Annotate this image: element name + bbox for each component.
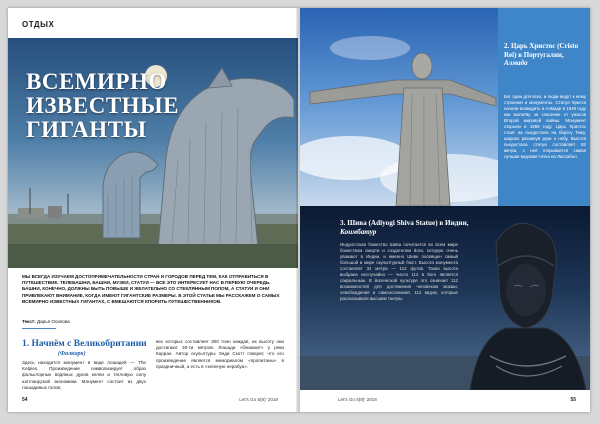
author-credit [22,319,70,324]
footer-left: Let's Go 5(8)' 2018 [239,397,278,402]
article-title [26,70,179,142]
title-line-2: ИЗВЕСТНЫЕ [26,93,179,118]
section2-title [504,42,586,68]
magazine-spread [8,8,590,412]
shiva-photo [300,206,590,390]
left-page [8,8,298,412]
section2-place: Алмада [504,59,528,67]
divider [22,328,56,329]
footer-right: Let's Go 5(8)' 2018 [338,397,377,402]
cristo-rei-photo [300,8,498,206]
page-number-left: 54 [22,397,28,403]
lead-paragraph: МЫ ВСЕГДА ИЗУЧАЕМ ДОСТОПРИМЕЧАТЕЛЬНОСТИ СТРАН И ГОРОДОВ ПЕРЕД ТЕМ, КАК ОТПРАВИТЬСЯ В ПУТЕШЕСТВИЕ. ТЕЛЕБАШНИ, БАШНИ, МУЗЕИ, СТАТУИ — ВСЕ ЭТО ИНТЕРЕСУЕТ НАС В ПЕРВУЮ ОЧЕРЕДЬ. БАШНИ, КОНЕЧНО, ДОЛЖНЫ БЫТЬ ПОВЫШЕ И ЖЕЛАТЕЛЬНО СО СТЕКЛЯННЫМ ПОЛОМ, А СТАТУИ И ОНИ ПРИВЛЕКАЮТ ВНИМАНИЕ, КОГДА ИМЕЮТ ГИГАНТСКИЕ РАЗМЕРЫ. В ЭТОЙ СТАТЬЕ МЫ РАССКАЖЕМ О САМЫХ ВСЕМИРНО ИЗВЕСТНЫХ ГИГАНТАХ, С ВМЕШАЮТСЯ КПОРИТЬ ПУТЕШЕСТВЕННИКОВ. [22,274,280,304]
page-number-right: 55 [570,397,576,403]
section1-title: 1. Начнём с Великобритании [22,339,147,349]
right-page [300,8,590,412]
section1-body: Здесь находится монумент в виде лошадей — The Kelpies. Произведение символизирует образ фольклорных водяных духов келпи и тягловую силу шотландской экономики. Монумент состоит из двух лошадиных голов, [22,360,146,390]
cristo-rei-sidebar [498,8,590,206]
section3-place: Коимбатур [340,228,377,236]
title-line-1: ВСЕМИРНО [26,69,167,94]
column2-body: вес которых составляет 300 тонн каждая, их высоту они достигают 30-ти метров. Лошади «ближают» у реки Карран. Автор скульптуры Энди Скотт говорит, что его произведение является мемориалом «пропитаны» в праздничный, а есть в «зеленую нерабуа». [156,339,284,369]
section2-body: Бог один для всех, и люди ведут к нему строения и монументы. Статуя Христа начали возводить в Алмаде в 1949 году как молитву за спасение от ужасов Второй мировой войны. Монумент открыли в 1959 году. Царь Христос стоит на пьедестале на берегу Тежу, широко раскинув руки к небу. Высота пьедестала статуи составляет 82 метра, с неё открывается самая лучшая видовая точка на Лиссабон. [504,94,586,159]
author-name: Дарья Осипова [37,319,70,324]
section3-heading: 3. Шива (Adiyogi Shiva Statue) в Индии, [340,219,469,227]
section2-heading: 2. Царь Христос (Cristo Rei) в Португалии, [504,42,579,59]
section1-subtitle: (Фалкирк) [58,351,86,357]
cristo-rei-illustration [300,8,498,206]
section3-body: Индуистская божество Шива почитается во всем мире божеством смерти и создателем йоги, которую очень уважают в Индии, и именно Шиве посвящен самый большой в мире скульптурный бюст. Высота монумента составляет 34 метра — 112 футов. Такая высота выбрана неслучайно — число 112 в йоге является сакральным. В йогической культуре это означает 112 возможностей для достижения человеком мокши, освобождения и самоосознания. 112 видов, которые рассказывали высшим тантры. [340,242,458,301]
section3-title [340,219,490,237]
kelpies-photo [8,38,298,268]
author-label: Текст: [22,319,36,324]
title-line-3: ГИГАНТЫ [26,117,147,142]
section-label: ОТДЫХ [22,20,55,29]
